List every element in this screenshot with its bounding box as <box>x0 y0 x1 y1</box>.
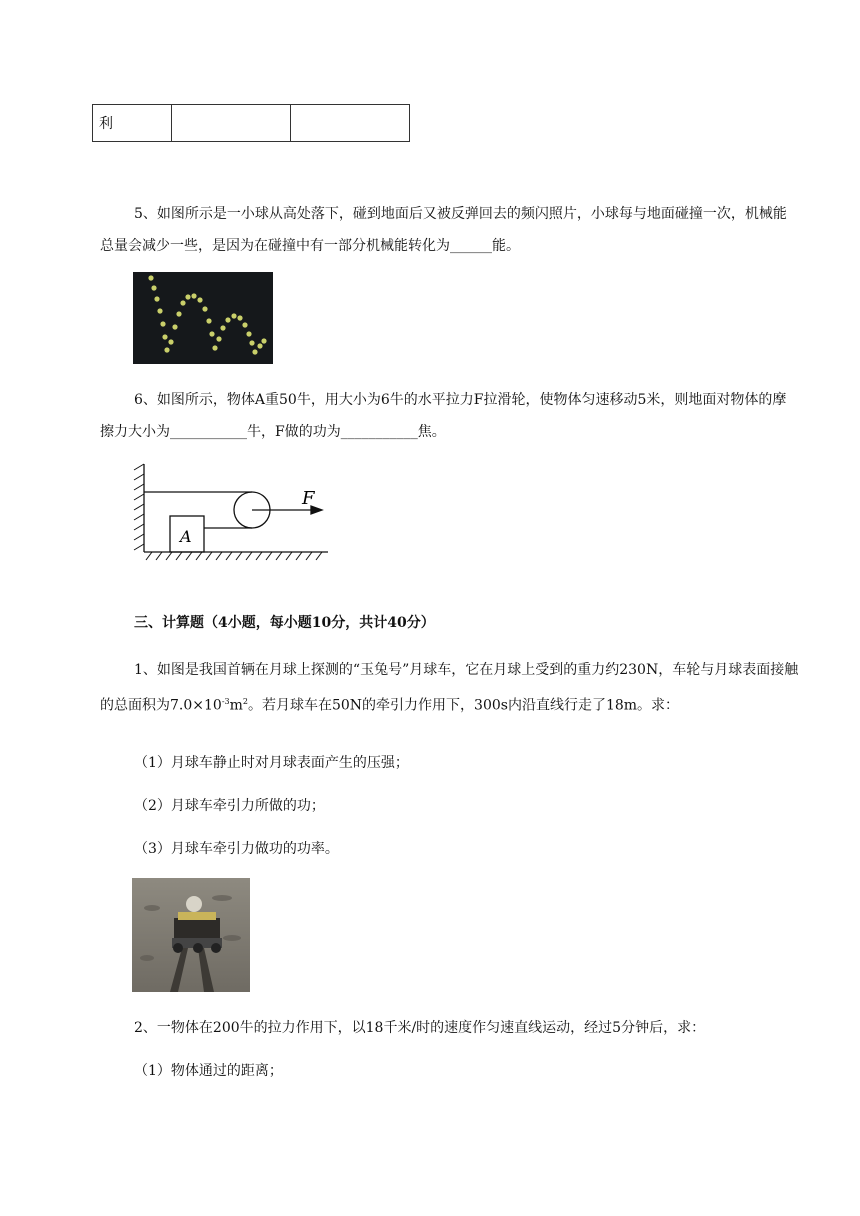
table-cell <box>172 105 291 142</box>
table-cell <box>291 105 410 142</box>
pulley-diagram <box>130 460 336 564</box>
calc-2-text: 2、一物体在200牛的拉力作用下，以18千米/时的速度作匀速直线运动，经过5分钟后，求： <box>134 1020 706 1036</box>
question-6-text: 6、如图所示，物体A重50牛，用大小为6牛的水平拉力F拉滑轮，使物体匀速移动5米，则地面对物体的摩擦力大小为___________牛，F做的功为___________焦。 <box>100 392 787 440</box>
calc-2-sub-1: （1）物体通过的距离； <box>134 1063 283 1079</box>
question-5-text: 5、如图所示是一小球从高处落下，碰到地面后又被反弹回去的频闪照片，小球每与地面碰撞一次，机械能总量会减少一些，是因为在碰撞中有一部分机械能转化为______能。 <box>100 206 787 254</box>
table-row <box>93 105 410 142</box>
section-heading: 三、计算题（4小题，每小题10分，共计40分） <box>134 615 435 631</box>
block-label: A <box>180 527 192 546</box>
calc-1-sub-1: （1）月球车静止时对月球表面产生的压强； <box>134 755 409 771</box>
lunar-rover-photo <box>132 878 250 992</box>
calc-1-text: 1、如图是我国首辆在月球上探测的“玉兔号”月球车，它在月球上受到的重力约230N，车轮与月球表面接触的总面积为$7.0\times 10^{-3}m^2$。若月球车在50N的牵引力作用下，300s内沿直线行走了18m。求： <box>100 662 799 714</box>
calc-1-sub-3: （3）月球车牵引力做功的功率。 <box>134 841 339 857</box>
force-label: F <box>302 488 315 509</box>
rover-body <box>174 918 220 940</box>
table-cell-label: 利 <box>93 105 172 142</box>
bouncing-ball-photo <box>133 272 273 364</box>
calc-1-sub-2: （2）月球车牵引力所做的功； <box>134 798 325 814</box>
table-fragment <box>92 104 410 142</box>
